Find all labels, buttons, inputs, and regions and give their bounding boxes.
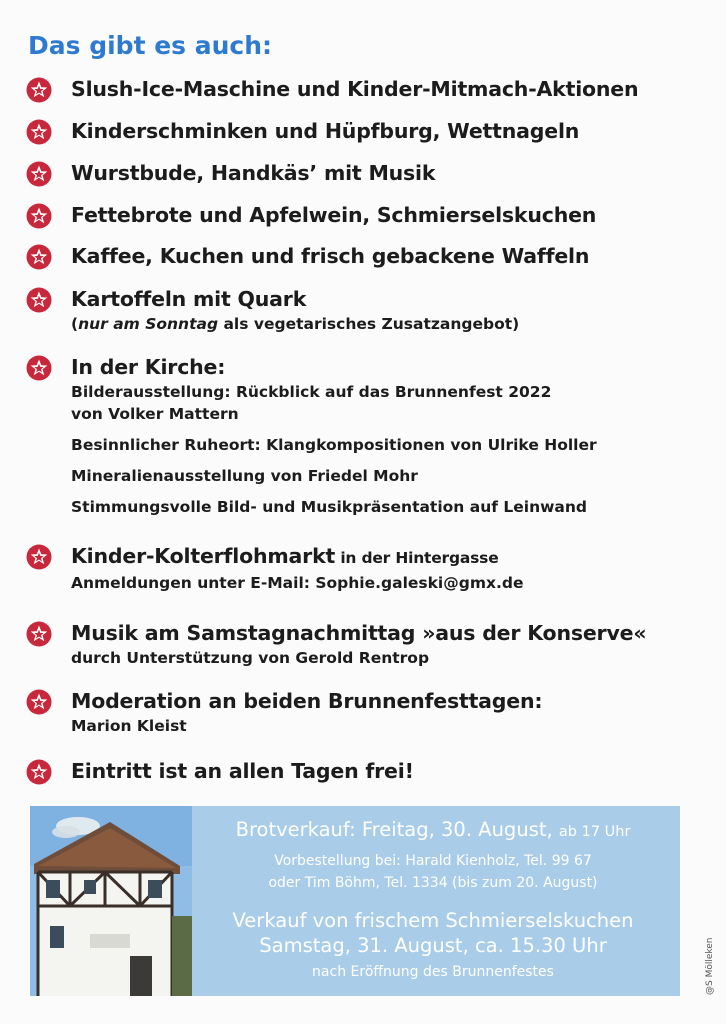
photo-credit: @S Mölleken	[705, 937, 715, 995]
cake-sale-line: Samstag, 31. August, ca. 15.30 Uhr	[259, 934, 607, 957]
half-timbered-house-photo	[30, 806, 192, 996]
list-item	[26, 76, 716, 103]
list-item	[26, 758, 716, 785]
star-icon	[26, 244, 52, 270]
item-title: Musik am Samstagnachmittag »aus der Konserve«	[71, 621, 647, 645]
star-icon	[26, 119, 52, 145]
item-title: Kinderschminken und Hüpfburg, Wettnageln	[71, 119, 580, 143]
item-detail: durch Unterstützung von Gerold Rentrop	[71, 649, 430, 667]
item-detail: Bilderausstellung: Rückblick auf das Brunnenfest 2022	[71, 383, 552, 401]
item-title: Kaffee, Kuchen und frisch gebackene Waffeln	[71, 244, 590, 268]
bread-sale-banner	[30, 806, 680, 996]
cake-sale-line: Verkauf von frischem Schmierselskuchen	[232, 909, 634, 932]
item-title: Kartoffeln mit Quark	[71, 287, 307, 311]
star-icon	[26, 161, 52, 187]
item-detail: Stimmungsvolle Bild- und Musikpräsentation auf Leinwand	[71, 498, 588, 516]
item-detail: Besinnlicher Ruheort: Klangkompositionen von Ulrike Holler	[71, 436, 597, 454]
list-item	[26, 202, 716, 229]
list-item	[26, 354, 716, 518]
star-icon	[26, 544, 52, 570]
star-icon	[26, 287, 52, 313]
list-item	[26, 620, 716, 669]
banner-text	[192, 806, 680, 996]
bread-sale-time: ab 17 Uhr	[558, 824, 631, 840]
cake-sale-info	[192, 908, 674, 958]
list-item	[26, 243, 716, 270]
item-title: Eintritt ist an allen Tagen frei!	[71, 759, 414, 783]
cake-sale-note: nach Eröffnung des Brunnenfestes	[312, 964, 554, 980]
star-icon	[26, 689, 52, 715]
item-title: Wurstbude, Handkäs’ mit Musik	[71, 161, 436, 185]
star-icon	[26, 355, 52, 381]
item-title: In der Kirche:	[71, 355, 226, 379]
star-icon	[26, 77, 52, 103]
star-icon	[26, 759, 52, 785]
list-item	[26, 118, 716, 145]
list-item	[26, 160, 716, 187]
list-item	[26, 543, 716, 594]
star-icon	[26, 621, 52, 647]
bread-sale-headline: Brotverkauf: Freitag, 30. August, ab 17 Uhr	[235, 818, 631, 841]
item-title: Moderation an beiden Brunnenfesttagen:	[71, 689, 543, 713]
list-item	[26, 286, 716, 335]
item-detail: Marion Kleist	[71, 717, 187, 735]
preorder-line: Vorbestellung bei: Harald Kienholz, Tel. 99 67	[274, 853, 592, 869]
item-title: Kinder-Kolterflohmarkt in der Hintergasse	[71, 544, 499, 568]
page-heading: Das gibt es auch:	[28, 31, 273, 60]
item-title-suffix: in der Hintergasse	[335, 549, 499, 567]
list-item	[26, 688, 716, 737]
item-title: Slush-Ice-Maschine und Kinder-Mitmach-Aktionen	[71, 77, 639, 101]
item-detail: Anmeldungen unter E-Mail: Sophie.galeski@gmx.de	[71, 574, 524, 592]
item-note: (nur am Sonntag als vegetarisches Zusatzangebot)	[71, 315, 520, 333]
item-note-emphasis: nur am Sonntag	[78, 315, 219, 333]
preorder-info	[192, 850, 674, 894]
item-detail: von Volker Mattern	[71, 405, 239, 423]
item-title: Fettebrote und Apfelwein, Schmierselskuchen	[71, 203, 597, 227]
star-icon	[26, 203, 52, 229]
preorder-line: oder Tim Böhm, Tel. 1334 (bis zum 20. August)	[268, 875, 598, 891]
item-detail: Mineralienausstellung von Friedel Mohr	[71, 467, 418, 485]
